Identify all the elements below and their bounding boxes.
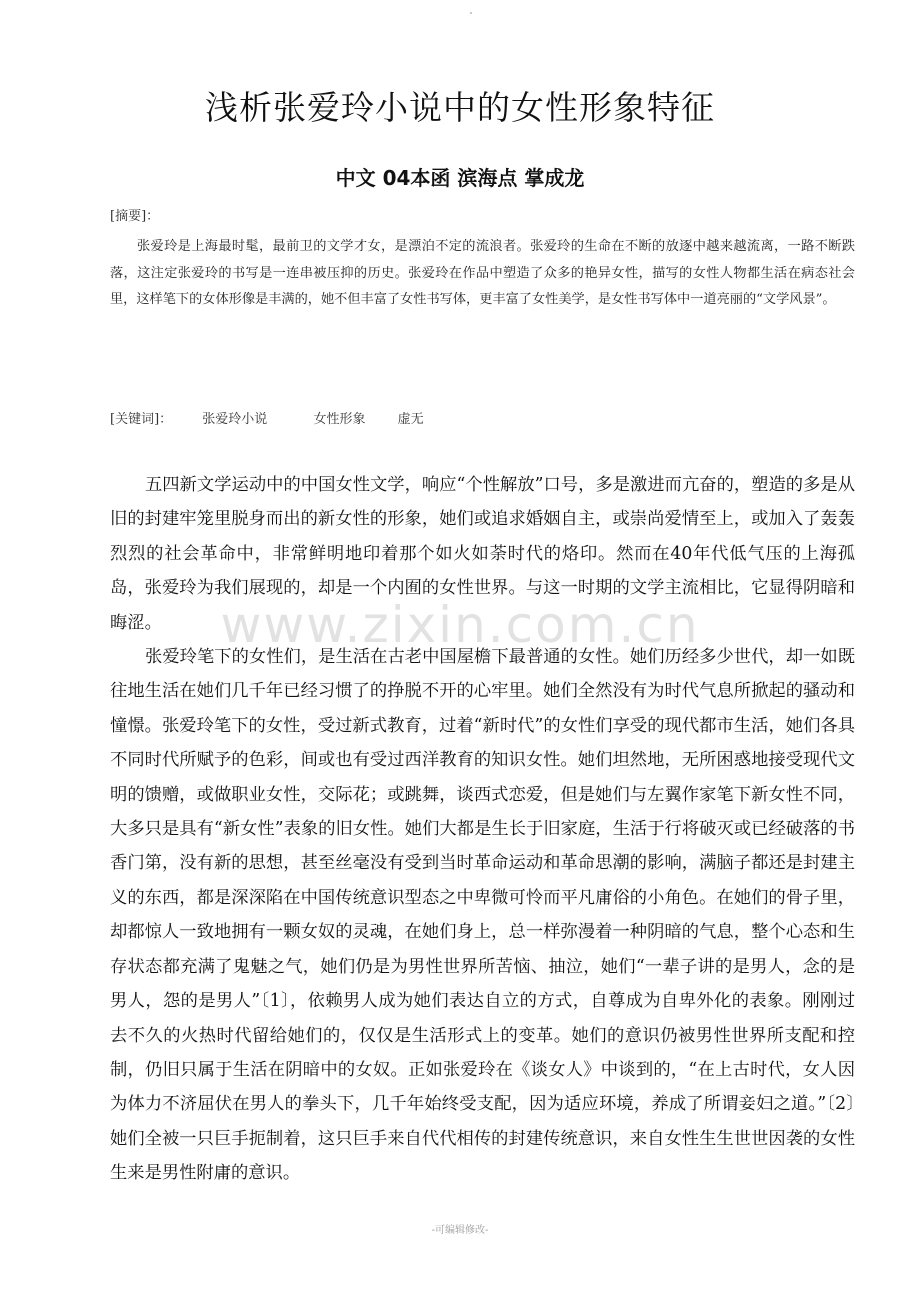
page-title: 浅析张爱玲小说中的女性形象特征 [205,88,715,127]
keywords-line [110,408,424,427]
abstract-text: 张爱玲是上海最时髦，最前卫的文学才女，是漂泊不定的流浪者。张爱玲的生命在不断的放逐中越来越流离，一路不断跌落，这注定张爱玲的书写是一连串被压抑的历史。张爱玲在作品中塑造了众多的艳异女性，描写的女性人物都生活在病态社会里，这样笔下的女体形像是丰满的，她不但丰富了女性书写体，更丰富了女性美学，是女性书写体中一道亮丽的“文学风景”。 [110,239,855,307]
abstract-label: [摘要]： [110,209,160,224]
author-line: 中文 04本函 滨海点 掌成龙 [335,166,585,190]
decorative-dot [470,12,472,14]
body-paragraph: 五四新文学运动中的中国女性文学，响应“个性解放”口号，多是激进而亢奋的，塑造的多是从旧的封建牢笼里脱身而出的新女性的形象，她们或追求婚姻自主，或崇尚爱情至上，或加入了轰轰烈烈的社会革命中，非常鲜明地印着那个如火如荼时代的烙印。然而在40年代低气压的上海孤岛，张爱玲为我们展现的，却是一个内囿的女性世界。与这一时期的文学主流相比，它显得阴暗和晦涩。 [110,475,855,633]
body-paragraph: 张爱玲笔下的女性们，是生活在古老中国屋檐下最普通的女性。她们历经多少世代，却一如既往地生活在她们几千年已经习惯了的挣脱不开的心牢里。她们全然没有为时代气息所掀起的骚动和憧憬。张爱玲笔下的女性，受过新式教育，过着“新时代”的女性们享受的现代都市生活，她们各具不同时代所赋予的色彩，间或也有受过西洋教育的知识女性。她们坦然地，无所困惑地接受现代文明的馈赠，或做职业女性，交际花；或跳舞，谈西式恋爱，但是她们与左翼作家笔下新女性不同，大多只是具有“新女性”表象的旧女性。她们大都是生长于旧家庭，生活于行将破灭或已经破落的书香门第，没有新的思想，甚至丝毫没有受到当时革命运动和革命思潮的影响，满脑子都还是封建主义的东西，都是深深陷在中国传统意识型态之中卑微可怜而平凡庸俗的小角色。在她们的骨子里，却都惊人一致地拥有一颗女奴的灵魂，在她们身上，总一样弥漫着一种阴暗的气息，整个心态和生存状态都充满了鬼魅之气，她们仍是为男性世界所苦恼、抽泣，她们“一辈子讲的是男人，念的是男人，怨的是男人”〔1〕，依赖男人成为她们表达自立的方式，自尊成为自卑外化的表象。刚刚过去不久的火热时代留给她们的，仅仅是生活形式上的变革。她们的意识仍被男性世界所支配和控制，仍旧只属于生活在阴暗中的女奴。正如张爱玲在《谈女人》中谈到的，“在上古时代，女人因为体力不济屈伏在男人的拳头下，几千年始终受支配，因为适应环境，养成了所谓妾妇之道。”〔2〕她们全被一只巨手扼制着，这只巨手来自代代相传的封建传统意识，来自女性生生世世因袭的女性生来是男性附庸的意识。 [110,647,855,1184]
keyword-item: 女性形象 [313,412,366,427]
keyword-item: 虚无 [397,412,424,427]
page-footer: -可编辑修改- [431,1225,489,1236]
watermark: www.zixin.com.cn [220,596,700,654]
keyword-item: 张爱玲小说 [202,412,268,427]
keywords-label: [关键词]： [110,412,173,427]
body-text [110,468,855,1191]
